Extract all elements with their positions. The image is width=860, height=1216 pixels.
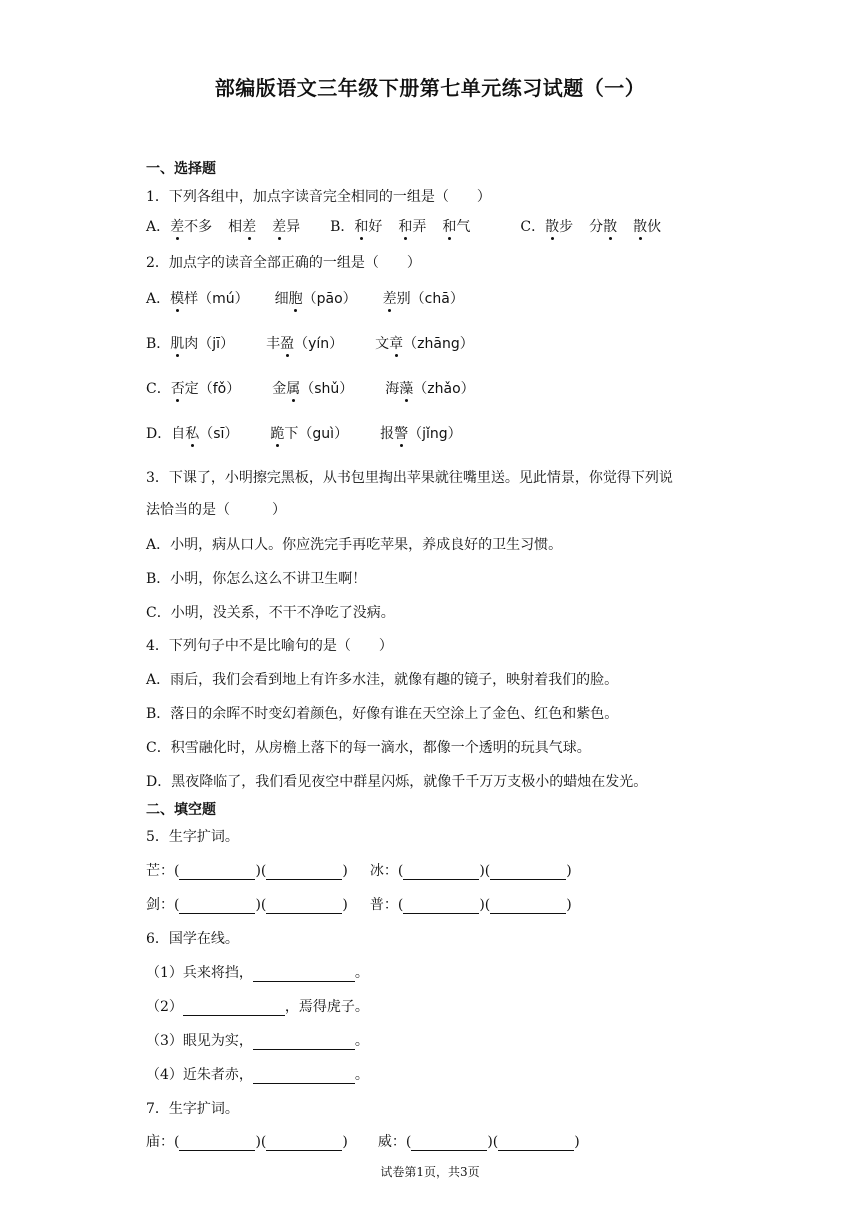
question-4-option-d: D．黑夜降临了，我们看见夜空中群星闪烁，就像千千万万支极小的蜡烛在发光。 bbox=[146, 774, 648, 790]
target-char: 剑： bbox=[146, 897, 174, 913]
phrase-part: （3）眼见为实， bbox=[146, 1033, 253, 1049]
word-part: 异 bbox=[286, 219, 301, 235]
question-6-item-4 bbox=[146, 1066, 369, 1084]
dotted-char: 否 bbox=[170, 381, 185, 397]
question-6-stem: 6．国学在线。 bbox=[146, 931, 239, 947]
pinyin: （shǔ） bbox=[300, 381, 354, 397]
question-2-option-a bbox=[146, 290, 464, 308]
word-part: 丰 bbox=[266, 336, 281, 352]
dotted-char: 散 bbox=[603, 219, 618, 235]
question-6-item-1 bbox=[146, 964, 369, 982]
dotted-char: 差 bbox=[272, 219, 287, 235]
answer-blank[interactable] bbox=[266, 865, 342, 880]
word-part: 弄 bbox=[412, 219, 427, 235]
question-2-option-d bbox=[146, 425, 462, 443]
answer-blank[interactable] bbox=[179, 899, 255, 914]
dotted-char: 差 bbox=[242, 219, 257, 235]
question-2-option-c bbox=[146, 380, 475, 398]
target-char: 庙： bbox=[146, 1134, 174, 1150]
word-part: 文 bbox=[375, 336, 390, 352]
question-4-stem: 4．下列句子中不是比喻句的是（ ） bbox=[146, 638, 393, 654]
word-part: 分 bbox=[589, 219, 604, 235]
word-part: 好 bbox=[368, 219, 383, 235]
section-heading-fill: 二、填空题 bbox=[146, 802, 216, 818]
target-char: 芒： bbox=[146, 863, 174, 879]
word-part: 自 bbox=[171, 426, 186, 442]
answer-blank[interactable] bbox=[498, 1136, 574, 1151]
pinyin: （jī） bbox=[198, 336, 235, 352]
dotted-char: 散 bbox=[545, 219, 560, 235]
question-4-option-b: B．落日的余晖不时变幻着颜色，好像有谁在天空涂上了金色、红色和紫色。 bbox=[146, 706, 619, 722]
option-label: A． bbox=[146, 291, 171, 307]
dotted-char: 差 bbox=[382, 291, 397, 307]
question-3-option-c: C．小明，没关系，不干不净吃了没病。 bbox=[146, 605, 395, 621]
question-3-option-b: B．小明，你怎么这么不讲卫生啊！ bbox=[146, 571, 367, 587]
answer-blank[interactable] bbox=[183, 1001, 285, 1016]
word-part: 气 bbox=[456, 219, 471, 235]
pinyin: （mú） bbox=[198, 291, 249, 307]
word-part: 下 bbox=[284, 426, 299, 442]
pinyin: （yín） bbox=[294, 336, 344, 352]
answer-blank[interactable] bbox=[253, 1069, 355, 1084]
dotted-char: 肌 bbox=[170, 336, 185, 352]
option-label: B． bbox=[330, 219, 355, 235]
word-part: 步 bbox=[559, 219, 574, 235]
page-title: 部编版语文三年级下册第七单元练习试题（一） bbox=[214, 76, 646, 100]
phrase-part: ，焉得虎子。 bbox=[284, 999, 369, 1015]
dotted-char: 私 bbox=[185, 426, 200, 442]
pinyin: （fǒ） bbox=[198, 381, 241, 397]
question-1-stem: 1．下列各组中，加点字读音完全相同的一组是（ ） bbox=[146, 189, 491, 205]
answer-blank[interactable] bbox=[403, 865, 479, 880]
pinyin: （zhǎo） bbox=[413, 381, 475, 397]
option-label: B． bbox=[146, 336, 171, 352]
dotted-char: 盈 bbox=[280, 336, 295, 352]
question-3-stem-line2: 法恰当的是（ ） bbox=[146, 502, 286, 518]
phrase-part: 。 bbox=[354, 1067, 369, 1083]
answer-blank[interactable] bbox=[179, 865, 255, 880]
option-label: A． bbox=[146, 219, 171, 235]
question-4-option-c: C．积雪融化时，从房檐上落下的每一滴水，都像一个透明的玩具气球。 bbox=[146, 740, 591, 756]
answer-blank[interactable] bbox=[179, 1136, 255, 1151]
answer-blank[interactable] bbox=[266, 899, 342, 914]
dotted-char: 和 bbox=[442, 219, 457, 235]
dotted-char: 模 bbox=[170, 291, 185, 307]
pinyin: （chā） bbox=[410, 291, 464, 307]
option-label: D． bbox=[146, 426, 172, 442]
question-7-row-1: 庙：( )( ) 威：( )( ) bbox=[146, 1134, 580, 1150]
pinyin: （jǐng） bbox=[408, 426, 462, 442]
phrase-part: 。 bbox=[354, 1033, 369, 1049]
word-part: 定 bbox=[184, 381, 199, 397]
answer-blank[interactable] bbox=[490, 865, 566, 880]
page-footer: 试卷第1页，共3页 bbox=[380, 1165, 480, 1179]
word-part: 细 bbox=[274, 291, 289, 307]
phrase-part: 。 bbox=[354, 965, 369, 981]
question-2-option-b bbox=[146, 335, 474, 353]
word-part: 报 bbox=[380, 426, 395, 442]
dotted-char: 胞 bbox=[288, 291, 303, 307]
dotted-char: 跪 bbox=[270, 426, 285, 442]
answer-blank[interactable] bbox=[411, 1136, 487, 1151]
phrase-part: （4）近朱者赤， bbox=[146, 1067, 253, 1083]
pinyin: （guì） bbox=[298, 426, 349, 442]
dotted-char: 警 bbox=[394, 426, 409, 442]
dotted-char: 和 bbox=[354, 219, 369, 235]
question-5-row-1: 芒：( )( ) 冰：( )( ) bbox=[146, 863, 572, 879]
dotted-char: 散 bbox=[633, 219, 648, 235]
dotted-char: 和 bbox=[398, 219, 413, 235]
section-heading-choice: 一、选择题 bbox=[146, 161, 216, 177]
question-3-stem-line1: 3．下课了，小明擦完黑板，从书包里掏出苹果就往嘴里送。见此情景，你觉得下列说 bbox=[146, 470, 673, 486]
dotted-char: 藻 bbox=[399, 381, 414, 397]
word-part: 相 bbox=[228, 219, 243, 235]
answer-blank[interactable] bbox=[490, 899, 566, 914]
question-7-stem: 7．生字扩词。 bbox=[146, 1101, 239, 1117]
dotted-char: 章 bbox=[389, 336, 404, 352]
dotted-char: 属 bbox=[286, 381, 301, 397]
question-3-option-a: A．小明，病从口人。你应洗完手再吃苹果，养成良好的卫生习惯。 bbox=[146, 537, 563, 553]
question-5-row-2: 剑：( )( ) 普：( )( ) bbox=[146, 897, 572, 913]
target-char: 冰： bbox=[369, 863, 398, 879]
answer-blank[interactable] bbox=[253, 1035, 355, 1050]
pinyin: （pāo） bbox=[302, 291, 357, 307]
answer-blank[interactable] bbox=[253, 967, 355, 982]
answer-blank[interactable] bbox=[403, 899, 479, 914]
phrase-part: （1）兵来将挡， bbox=[146, 965, 253, 981]
target-char: 威： bbox=[377, 1134, 406, 1150]
question-6-item-3 bbox=[146, 1032, 369, 1050]
word-part: 肉 bbox=[184, 336, 199, 352]
option-label: C． bbox=[146, 381, 171, 397]
question-2-stem: 2．加点字的读音全部正确的一组是（ ） bbox=[146, 255, 421, 271]
question-1-options bbox=[146, 218, 661, 236]
question-5-stem: 5．生字扩词。 bbox=[146, 829, 239, 845]
pinyin: （zhāng） bbox=[403, 336, 474, 352]
question-4-option-a: A．雨后，我们会看到地上有许多水洼，就像有趣的镜子，映射着我们的脸。 bbox=[146, 672, 619, 688]
word-part: 金 bbox=[272, 381, 287, 397]
dotted-char: 差 bbox=[170, 219, 185, 235]
option-label: C． bbox=[520, 219, 546, 235]
pinyin: （sī） bbox=[199, 426, 239, 442]
word-part: 伙 bbox=[647, 219, 662, 235]
phrase-part: （2） bbox=[146, 999, 183, 1015]
answer-blank[interactable] bbox=[266, 1136, 342, 1151]
question-6-item-2 bbox=[146, 998, 369, 1016]
word-part: 别 bbox=[396, 291, 411, 307]
word-part: 样 bbox=[184, 291, 199, 307]
word-part: 不多 bbox=[184, 219, 213, 235]
word-part: 海 bbox=[385, 381, 400, 397]
target-char: 普： bbox=[369, 897, 398, 913]
